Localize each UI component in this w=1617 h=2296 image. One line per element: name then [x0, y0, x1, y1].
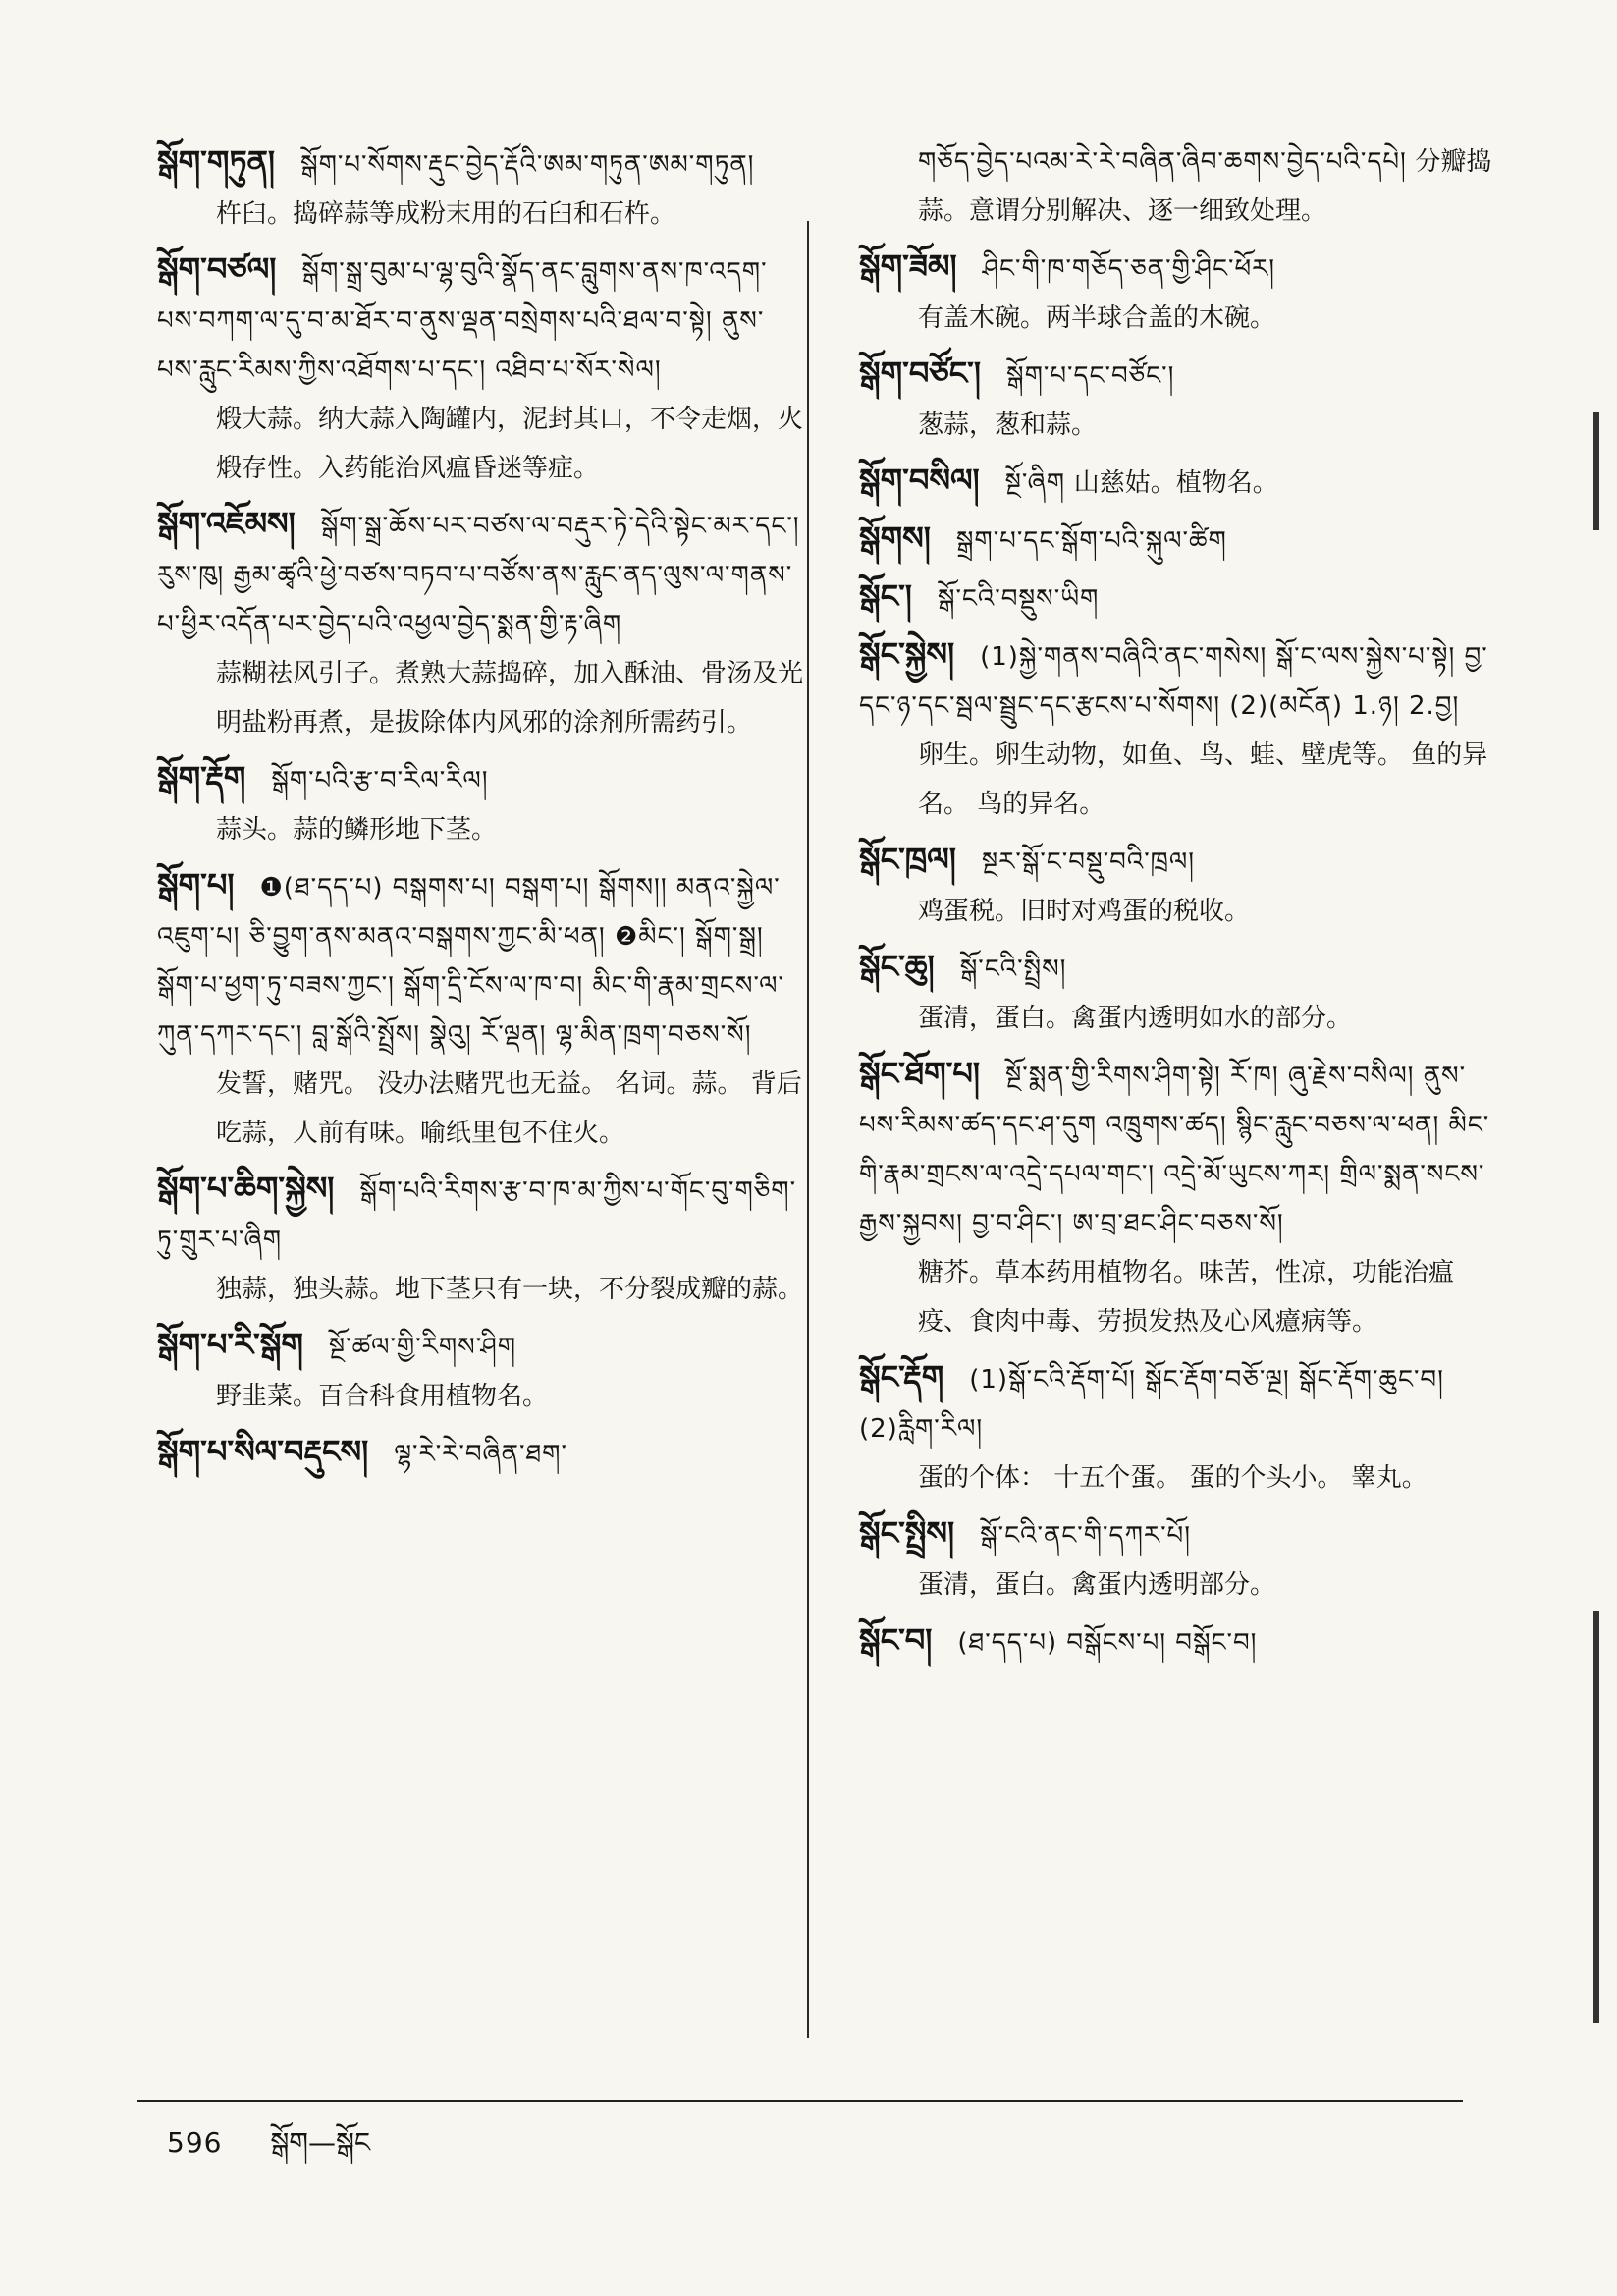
chinese-definition: 鸡蛋税。旧时对鸡蛋的税收。 — [918, 897, 1251, 926]
tibetan-definition: སྒོ་ངའི་ནང་གི་དཀར་པོ། — [980, 1521, 1191, 1551]
headword: སྒོག་པ་སིལ་བརྡུངས། — [157, 1433, 369, 1470]
dictionary-entry — [859, 1352, 1502, 1503]
headword: སྒོང་རྡོག — [859, 1358, 944, 1395]
page-footer — [167, 2111, 370, 2189]
tibetan-definition: སྒོག་པ་སོགས་རྡུང་བྱེད་རྡོའི་ཨམ་གཏུན་ཨམ་གཏུན། — [300, 150, 755, 180]
headword: སྒོགས། — [859, 519, 931, 557]
page-range: སྒོག—སྒོང — [270, 2126, 371, 2159]
scan-edge-mark — [1593, 1611, 1599, 2023]
tibetan-definition: སྒོག་པའི་རྩ་བ་རིལ་རིལ། — [271, 766, 489, 795]
headword: སྒོག་བཙལ། — [157, 250, 277, 288]
column-divider — [807, 221, 809, 2038]
headword: སྒོག་པ་རི་སྒོག — [157, 1326, 303, 1363]
tibetan-definition: སྔོ་ཚལ་གྱི་རིགས་ཤིག — [328, 1333, 517, 1362]
tibetan-definition: སྒོག་སྒྲ་བུམ་པ་ལྷ་བུའི་སྣོད་ནང་བླུགས་ནས་ཁ་འདག་པས་བཀག་ལ་དུ་བ་མ་ཐོར་བ་ནུས་ལྡན་བསྲེགས་པའི་ཐལ་བ་སྟེ། ནུས་པས་རླུང་རིམས་ཀྱིས་འཐོགས་པ་དང་། འཐིབ་པ་སོར་སེལ། — [157, 257, 768, 385]
headword: སྒོང་། — [859, 577, 912, 615]
dictionary-entry — [157, 499, 805, 747]
tibetan-definition: (1)སྒོ་ངའི་རྡོག་པོ། སྒོང་རྡོག་བཅོ་ལྔ། སྒོང་རྡོག་ཆུང་བ། (2)རླིག་རིལ། — [859, 1365, 1444, 1444]
tibetan-definition: སྒོ་ངའི་བསྡུས་ཡིག — [937, 584, 1100, 614]
headword: སྒོག་རྡོག — [157, 759, 246, 796]
chinese-definition: 蛋清，蛋白。禽蛋内透明部分。 — [918, 1570, 1276, 1600]
dictionary-entry — [859, 456, 1502, 508]
dictionary-entry — [157, 860, 805, 1158]
chinese-definition: 分瓣捣蒜。意谓分别解决、逐一细致处理。 — [918, 147, 1492, 226]
chinese-definition: 葱蒜，葱和蒜。 — [918, 410, 1098, 440]
headword: སྒོང་བ། — [859, 1621, 933, 1659]
tibetan-definition: གཅོད་བྱེད་པའམ་རེ་རེ་བཞིན་ཞིབ་ཆགས་བྱེད་པའི་དཔེ། — [918, 147, 1407, 177]
headword: སྒོག་བསིལ། — [859, 462, 980, 499]
headword: སྒོག་པ། — [157, 866, 235, 903]
dictionary-entry — [859, 242, 1502, 343]
headword: སྒོག་ཟོམ། — [859, 247, 957, 285]
right-column — [859, 137, 1502, 1673]
headword: སྒོང་ཆུ། — [859, 948, 935, 985]
chinese-definition: 卵生。卵生动物，如鱼、鸟、蛙、壁虎等。 鱼的异名。 鸟的异名。 — [918, 740, 1488, 819]
dictionary-entry — [859, 835, 1502, 936]
tibetan-definition: སྔོ་ཞིག — [1004, 468, 1066, 498]
tibetan-definition: (1)སྐྱེ་གནས་བཞིའི་ནང་གསེས། སྒོ་ང་ལས་སྐྱེས་པ་སྟེ། བྱ་དང་ཉ་དང་སྦལ་སྦྲུང་དང་རྩངས་པ་སོགས། (2)(མངོན) 1.ཉ། 2.བྱ། — [859, 642, 1488, 721]
footer-rule — [137, 2100, 1463, 2102]
chinese-definition: 蒜糊祛风引子。煮熟大蒜捣碎，加入酥油、骨汤及光明盐粉再煮，是拔除体内风邪的涂剂所需药引。 — [216, 659, 804, 738]
chinese-definition: 蛋的个体： 十五个蛋。 蛋的个头小。 睾丸。 — [918, 1463, 1428, 1493]
tibetan-definition: སྒོ་ངའི་སྤྲིས། — [959, 955, 1067, 984]
dictionary-entry — [859, 514, 1502, 566]
chinese-definition: 杵臼。捣碎蒜等成粉末用的石臼和石杵。 — [216, 199, 676, 229]
headword: སྒོང་ཁྲལ། — [859, 841, 956, 878]
chinese-definition: 独蒜，独头蒜。地下茎只有一块，不分裂成瓣的蒜。 — [216, 1275, 804, 1304]
dictionary-entry — [157, 1320, 805, 1421]
dictionary-entry — [157, 753, 805, 854]
chinese-definition: 蒜头。蒜的鳞形地下茎。 — [216, 815, 498, 845]
tibetan-definition: སྒོག་པ་དང་བཙོང་། — [1006, 361, 1175, 391]
dictionary-entry — [157, 1427, 805, 1479]
dictionary-entry — [859, 1049, 1502, 1346]
headword: སྒོག་པ་ཆིག་སྐྱེས། — [157, 1170, 335, 1207]
tibetan-definition: སྒྲག་པ་དང་སྒོག་པའི་སྐུལ་ཚིག — [955, 526, 1227, 556]
dictionary-entry — [157, 1164, 805, 1314]
chinese-definition: 发誓，赌咒。 没办法赌咒也无益。 名词。蒜。 背后吃蒜，人前有味。喻纸里包不住火。 — [216, 1069, 802, 1148]
chinese-definition: 有盖木碗。两半球合盖的木碗。 — [918, 303, 1276, 333]
chinese-definition: 山慈姑。植物名。 — [1073, 468, 1278, 498]
chinese-definition: 煅大蒜。纳大蒜入陶罐内，泥封其口，不令走烟，火煅存性。入药能治风瘟昏迷等症。 — [216, 405, 804, 483]
dictionary-entry — [859, 1615, 1502, 1667]
chinese-definition: 糖芥。草本药用植物名。味苦，性凉，功能治瘟疫、食肉中毒、劳损发热及心风癔病等。 — [918, 1258, 1455, 1337]
chinese-definition: 蛋清，蛋白。禽蛋内透明如水的部分。 — [918, 1004, 1353, 1033]
tibetan-definition: སྒོག་སྒྲ་ཆོས་པར་བཙས་ལ་བརྡུར་ཏེ་དེའི་སྟེང་མར་དང་། རུས་ཁུ། རྒྱམ་ཚྭའི་ཕྱེ་བཙས་བཏབ་པ་བཙོས་ནས་རླུང་ནད་ལུས་ལ་གནས་པ་ཕྱིར་འདོན་པར་བྱེད་པའི་འཕྱལ་བྱེད་སྨན་གྱི་རྟ་ཞིག — [157, 512, 800, 639]
dictionary-entry — [157, 137, 805, 239]
dictionary-entry — [859, 629, 1502, 829]
dictionary-entry-continued — [859, 137, 1502, 236]
tibetan-definition: སྔར་སྒོ་ང་བསྡུ་བའི་ཁྲལ། — [981, 847, 1196, 877]
dictionary-entry — [859, 942, 1502, 1043]
headword: སྒོག་བཙོང་། — [859, 355, 982, 392]
tibetan-definition: སྔོ་སྨན་གྱི་རིགས་ཤིག་སྟེ། རོ་ཁ། ཞུ་རྗེས་བསིལ། ནུས་པས་རིམས་ཚད་དང་ཤ་དུག འཁྲུགས་ཚད། སྙིང་རླུང་བཅས་ལ་ཕན། མིང་གི་རྣམ་གྲངས་ལ་འདྲེ་དཔལ་གང་། འདྲེ་མོ་ཡུངས་ཀར། གྲིལ་སྨན་སངས་རྒྱས་སྐྱབས། བྱ་བ་ཤིང་། ཨ་བྲ་ཐང་ཤིང་བཅས་སོ། — [859, 1062, 1490, 1238]
scan-edge-mark — [1593, 412, 1599, 530]
dictionary-entry — [157, 245, 805, 493]
headword: སྒོང་སྐྱེས། — [859, 635, 955, 673]
chinese-definition: 野韭菜。百合科食用植物名。 — [216, 1382, 549, 1411]
headword: སྒོང་སྤྲིས། — [859, 1514, 955, 1552]
tibetan-definition: (ཐ་དད་པ) བསྒོངས་པ། བསྒོང་བ། — [957, 1628, 1258, 1658]
page-number: 596 — [167, 2126, 223, 2159]
headword: སྒོག་གཏུན། — [157, 143, 276, 181]
tibetan-definition: ❶(ཐ་དད་པ) བསྒགས་པ། བསྒག་པ། སྒོགས།། མནའ་སྐྱེལ་འཇུག་པ། ཅི་བྱུག་ནས་མནའ་བསྒགས་ཀྱང་མི་ཕན། ❷མིང་། སྒོག་སྒྲ། སྒོག་པ་ཕྱག་ཏུ་བཟས་ཀྱང་། སྒོག་དྲི་ངོས་ལ་ཁ་བ། མིང་གི་རྣམ་གྲངས་ལ་ཀུན་དཀར་དང་། བླ་སྒོའི་སྤྲོས། སྣེའུ། རོ་ལྡན། ལྷ་མིན་ཁྲག་བཅས་སོ། — [157, 873, 784, 1050]
dictionary-entry — [859, 572, 1502, 624]
headword: སྒོང་ཐོག་པ། — [859, 1055, 980, 1092]
dictionary-entry — [859, 349, 1502, 450]
tibetan-definition: སྒོག་པའི་རིགས་རྩ་བ་ཁ་མ་ཀྱིས་པ་གོང་བུ་གཅིག་ཏུ་གྲུར་པ་ཞིག — [157, 1176, 797, 1255]
headword: སྒོག་འཇོམས། — [157, 505, 296, 542]
left-column — [157, 137, 805, 1485]
tibetan-definition: ཤིང་གི་ཁ་གཅོད་ཅན་གྱི་ཤིང་ཕོར། — [982, 254, 1276, 284]
tibetan-definition: ལྷ་རེ་རེ་བཞིན་ཐག་ — [394, 1440, 567, 1469]
dictionary-entry — [859, 1508, 1502, 1610]
